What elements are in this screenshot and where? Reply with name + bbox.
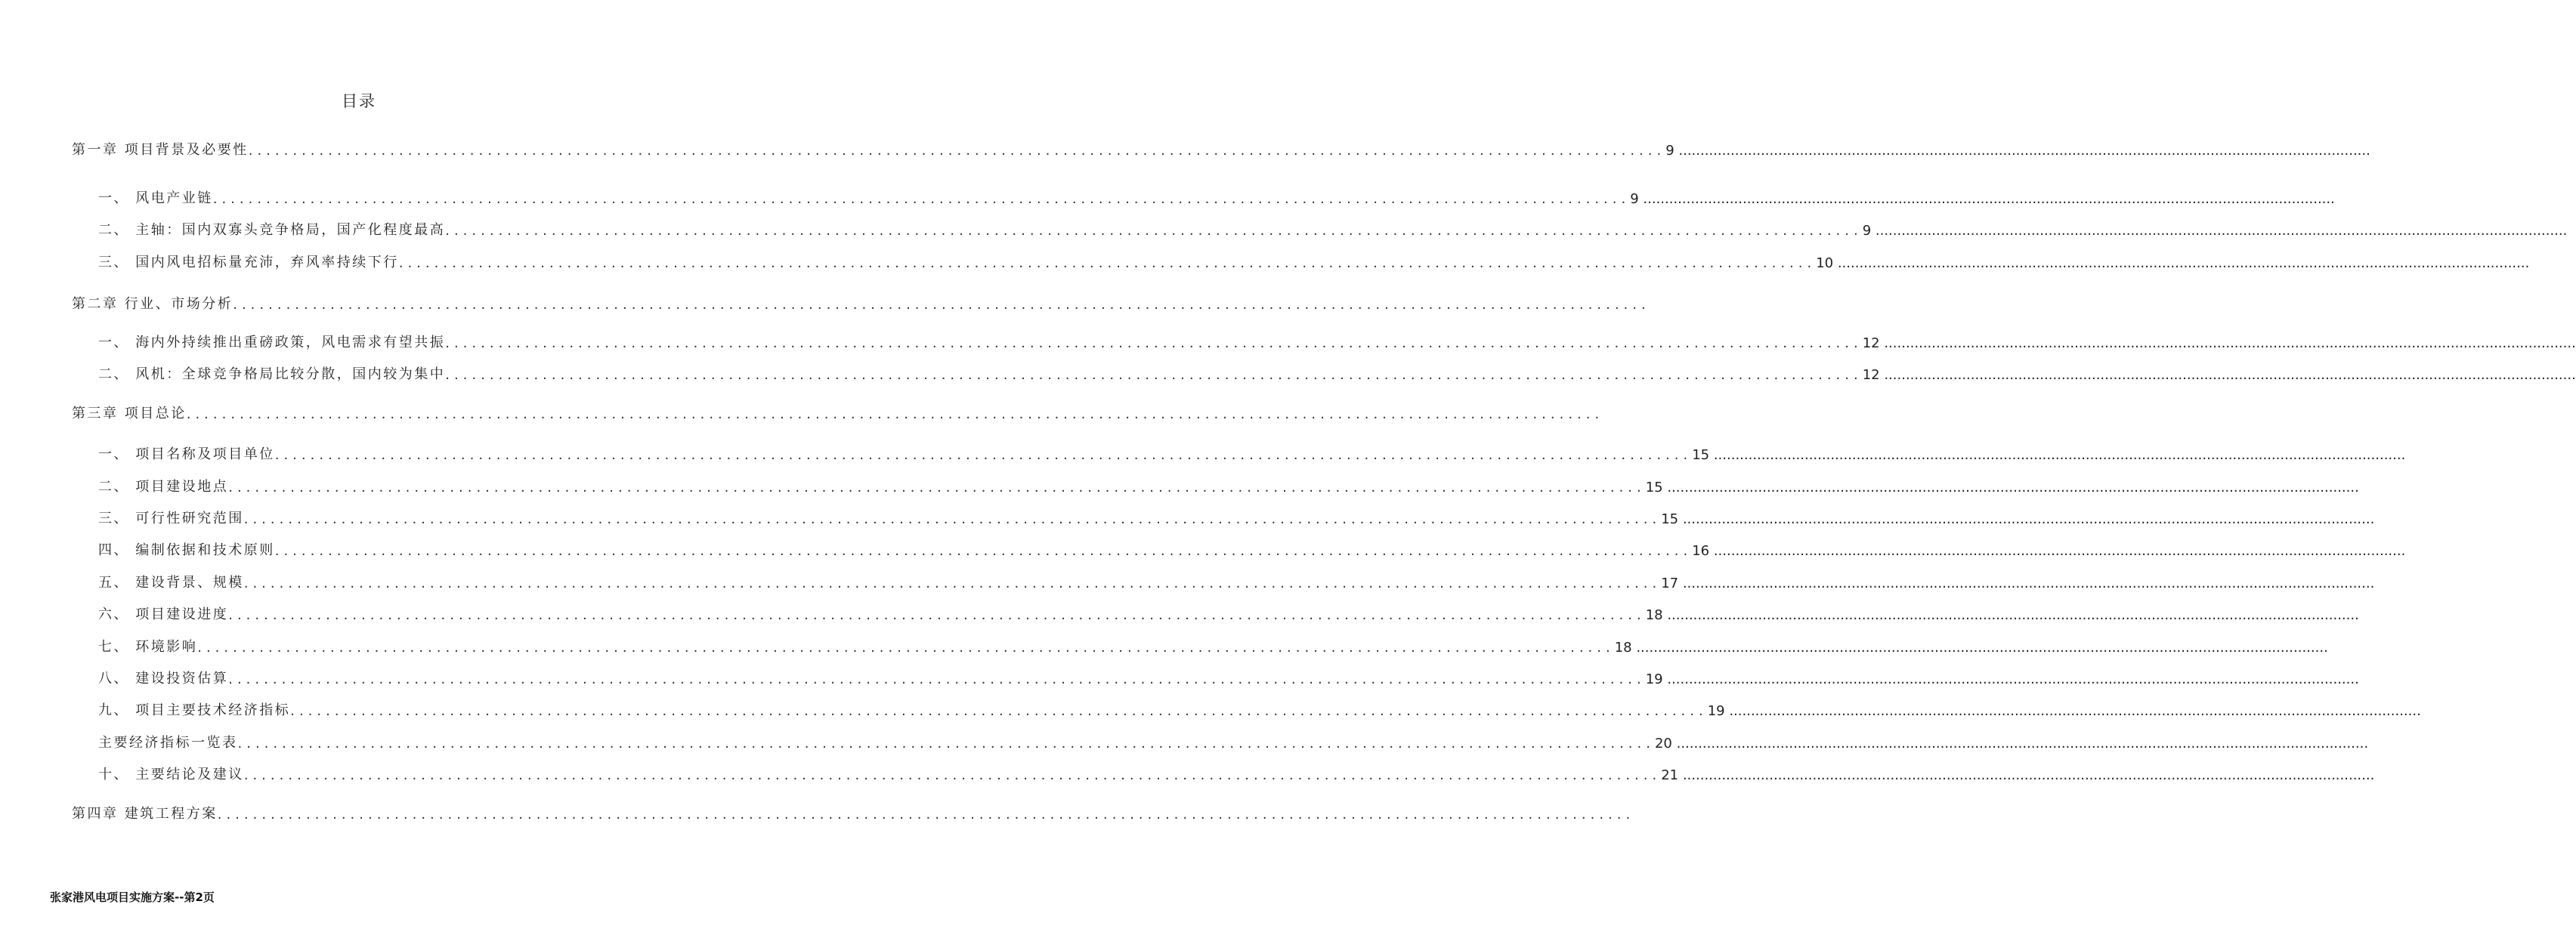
toc-section-2-2[interactable] (98, 360, 2576, 383)
toc-page-number: 20 ................................................................................................................................................................ (1654, 736, 2369, 752)
toc-leader-dots: ................................................................................................................................................................ (197, 640, 1615, 656)
toc-page-number: 21 ................................................................................................................................................................ (1661, 767, 2375, 783)
toc-entry-label: 一、 海内外持续推出重磅政策，风电需求有望共振 (98, 335, 446, 350)
toc-entry-label: 第二章 行业、市场分析 (72, 296, 233, 312)
toc-section-3-7[interactable] (98, 633, 2328, 656)
toc-entry-label: 十、 主要结论及建议 (98, 767, 244, 782)
toc-entry-label: 一、 项目名称及项目单位 (98, 446, 275, 462)
toc-leader-dots: ................................................................................................................................................................ (228, 607, 1646, 623)
toc-entry-label: 六、 项目建设进度 (98, 606, 229, 622)
toc-page-number: 12 ................................................................................................................................................................ (1862, 335, 2576, 351)
toc-entry-label: 一、 风电产业链 (98, 190, 213, 206)
toc-section-3-10[interactable] (98, 761, 2375, 783)
toc-page-number: 19 ................................................................................................................................................................ (1707, 703, 2421, 719)
toc-section-3-6[interactable] (98, 600, 2359, 623)
toc-entry-label: 三、 可行性研究范围 (98, 511, 244, 526)
toc-section-3-9[interactable] (98, 696, 2421, 719)
page-title: 目录 (342, 92, 376, 110)
toc-section-1-3[interactable] (98, 248, 2530, 271)
toc-chapter-1[interactable] (72, 136, 2370, 159)
toc-leader-dots: ................................................................................................................................................................ (228, 671, 1646, 687)
toc-section-2-1[interactable] (98, 329, 2576, 351)
toc-leader-dots: ................................................................................................................................................................ (237, 736, 1655, 752)
toc-section-1-2[interactable] (98, 216, 2568, 239)
toc-page-number: 10 ................................................................................................................................................................ (1816, 255, 2530, 271)
toc-entry-label: 二、 主轴：国内双寡头竞争格局，国产化程度最高 (98, 222, 446, 238)
toc-page-number: 18 ................................................................................................................................................................ (1614, 640, 2328, 656)
toc-entry-label: 七、 环境影响 (98, 639, 198, 655)
toc-page-number: 19 ................................................................................................................................................................ (1645, 671, 2359, 687)
toc-section-3-1[interactable] (98, 440, 2406, 463)
toc-leader-dots: ................................................................................................................................................................ (274, 543, 1693, 559)
toc-page-number: 9 ................................................................................................................................................................ (1665, 143, 2370, 159)
toc-page-number: 15 ................................................................................................................................................................ (1661, 511, 2375, 527)
toc-entry-label: 八、 建设投资估算 (98, 671, 229, 687)
toc-section-3-5[interactable] (98, 569, 2375, 591)
toc-section-3-4[interactable] (98, 536, 2406, 559)
toc-page-number: 9 ................................................................................................................................................................ (1630, 191, 2335, 207)
toc-leader-dots: ................................................................................................................................................................ (445, 335, 1863, 351)
toc-entry-label: 第四章 建筑工程方案 (72, 806, 218, 822)
toc-entry-label: 五、 建设背景、规模 (98, 575, 244, 591)
toc-page-number: 16 ................................................................................................................................................................ (1692, 543, 2406, 559)
toc-section-3-2[interactable] (98, 473, 2359, 495)
toc-leader-dots: ................................................................................................................................................................ (445, 223, 1863, 239)
toc-entry-label: 第三章 项目总论 (72, 406, 187, 421)
toc-leader-dots: ................................................................................................................................................................ (212, 191, 1631, 207)
toc-entry-label: 九、 项目主要技术经济指标 (98, 702, 291, 718)
toc-leader-dots: ................................................................................................................................................................ (398, 255, 1817, 271)
toc-entry-label: 二、 风机：全球竞争格局比较分散，国内较为集中 (98, 366, 446, 382)
toc-section-1-1[interactable] (98, 184, 2335, 207)
toc-page-number: 18 ................................................................................................................................................................ (1645, 607, 2359, 623)
toc-chapter-2[interactable] (72, 290, 1650, 313)
toc-entry-label: 四、 编制依据和技术原则 (98, 542, 275, 558)
toc-leader-dots: ................................................................................................................................................................ (290, 703, 1708, 719)
page-footer: 张家港风电项目实施方案--第2页 (50, 890, 215, 904)
toc-section-3-table[interactable] (98, 729, 2369, 752)
toc-page-number: 9 ................................................................................................................................................................ (1862, 223, 2568, 239)
toc-leader-dots: ................................................................................................................................................................ (228, 480, 1646, 495)
toc-leader-dots: ................................................................................................................................................................ (243, 576, 1662, 591)
toc-leader-dots: ................................................................................................................................................................ (274, 447, 1693, 463)
toc-leader-dots: ................................................................................................................................................................ (233, 297, 1650, 313)
toc-page-number: 15 ................................................................................................................................................................ (1645, 480, 2359, 495)
toc-page-number: 15 ................................................................................................................................................................ (1692, 447, 2406, 463)
toc-page-number: 17 ................................................................................................................................................................ (1661, 576, 2375, 591)
toc-section-3-3[interactable] (98, 505, 2375, 527)
toc-page-number: 12 ................................................................................................................................................................ (1862, 367, 2576, 383)
toc-leader-dots: ................................................................................................................................................................ (248, 143, 1666, 159)
toc-leader-dots: ................................................................................................................................................................ (243, 511, 1662, 527)
toc-section-3-8[interactable] (98, 665, 2359, 687)
toc-chapter-3[interactable] (72, 400, 1604, 422)
toc-leader-dots: ................................................................................................................................................................ (243, 767, 1662, 783)
toc-entry-label: 三、 国内风电招标量充沛，弃风率持续下行 (98, 255, 399, 270)
toc-leader-dots: ................................................................................................................................................................ (186, 406, 1604, 422)
toc-leader-dots: ................................................................................................................................................................ (445, 367, 1863, 383)
toc-chapter-4[interactable] (72, 800, 1635, 823)
toc-entry-label: 第一章 项目背景及必要性 (72, 142, 249, 158)
toc-entry-label: 二、 项目建设地点 (98, 479, 229, 495)
toc-leader-dots: ................................................................................................................................................................ (217, 807, 1635, 823)
toc-entry-label: 主要经济指标一览表 (98, 735, 238, 751)
